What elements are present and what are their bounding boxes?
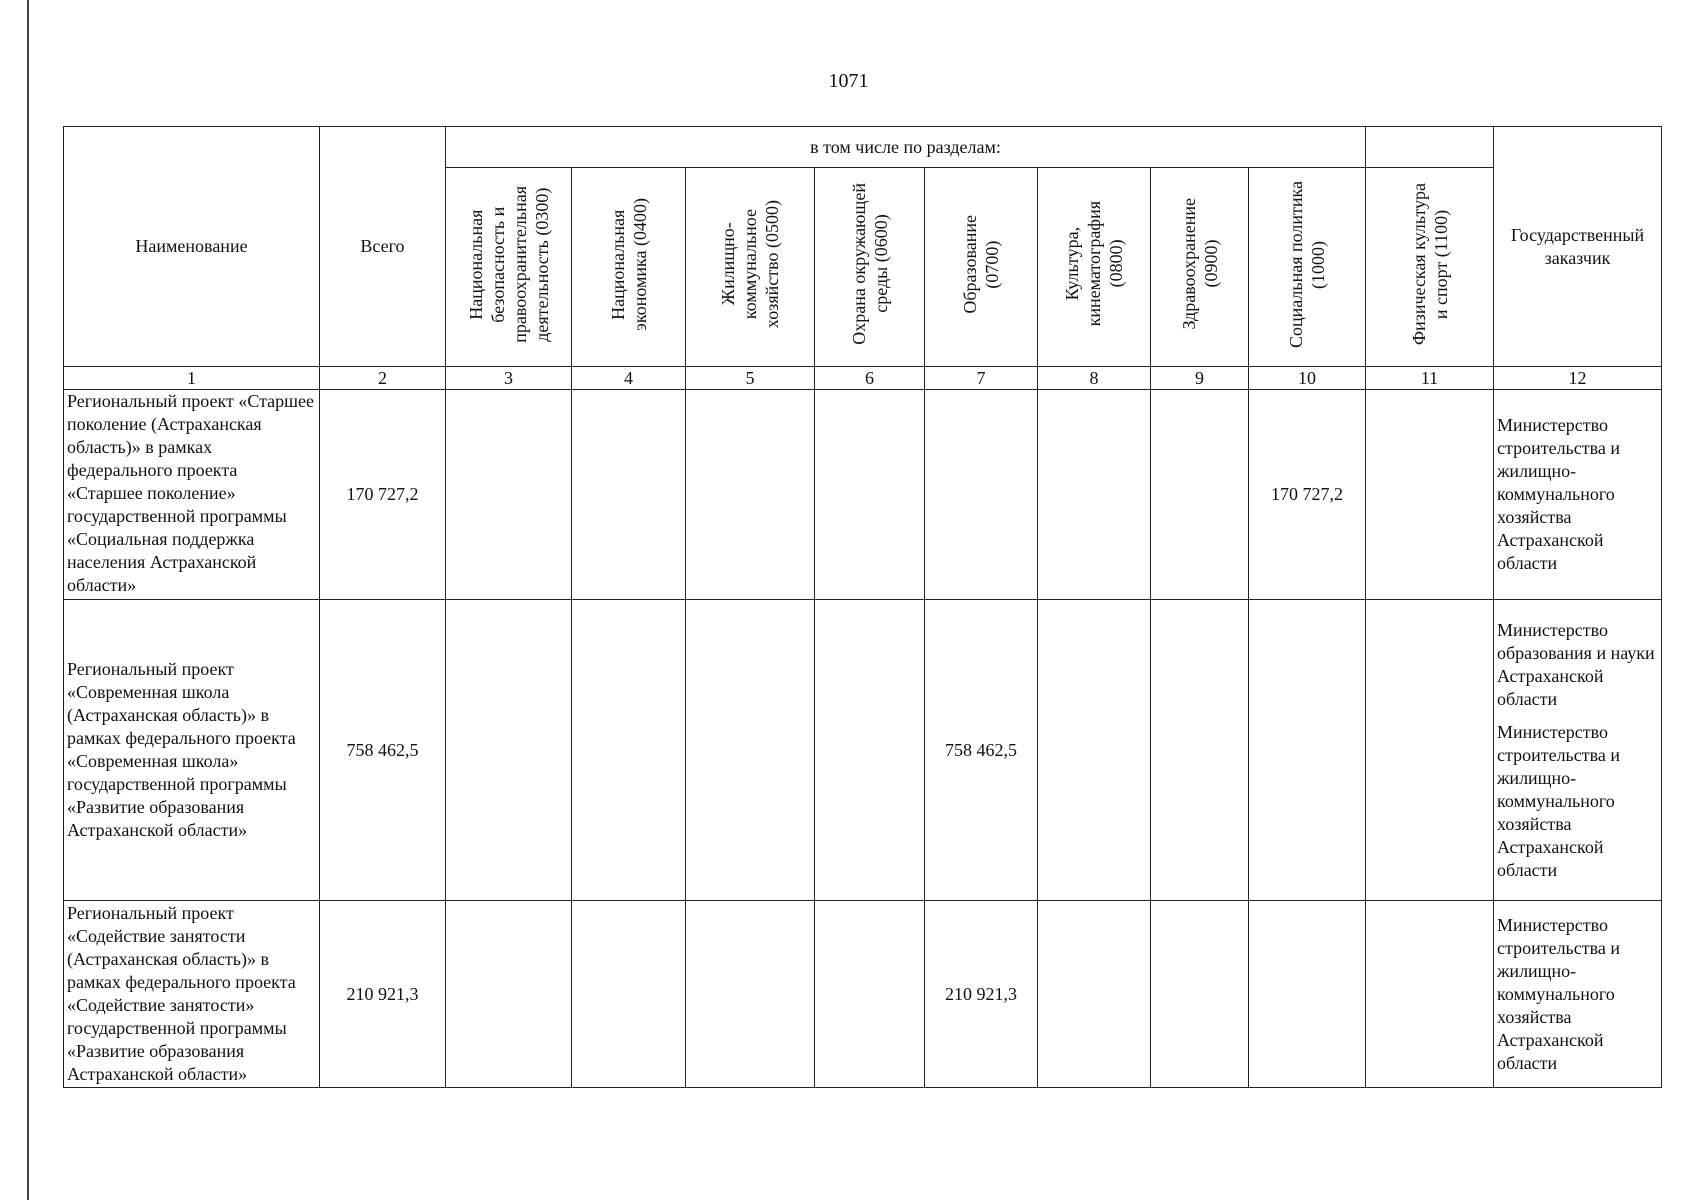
row-customer-text: Министерство строительства и жилищно-коммунального хозяйства Астраханской области <box>1497 415 1620 573</box>
row-customer-text: Министерство строительства и жилищно-коммунального хозяйства Астраханской области <box>1497 914 1620 1073</box>
row-cell-0300 <box>446 600 572 901</box>
margin-line <box>27 0 29 1200</box>
row-cell-1000: 170 727,2 <box>1249 390 1366 600</box>
header-section-0700-label: Образование (0700) <box>960 214 1002 314</box>
row-cell-0600 <box>815 390 925 600</box>
page-number: 1071 <box>828 70 869 92</box>
header-section-1100 <box>1366 168 1494 367</box>
row-cell-0800 <box>1038 600 1151 901</box>
column-number: 4 <box>572 367 686 390</box>
header-name: Наименование <box>64 127 320 367</box>
row-total: 210 921,3 <box>320 901 446 1088</box>
header-group-spacer <box>1366 127 1494 168</box>
row-cell-1100 <box>1366 901 1494 1088</box>
row-cell-0300 <box>446 901 572 1088</box>
column-number: 5 <box>686 367 815 390</box>
header-section-0300-label: Национальная безопасность и правоохранительная деятельность (0300) <box>465 185 552 343</box>
column-number-row <box>64 367 1662 390</box>
row-cell-1000 <box>1249 901 1366 1088</box>
row-cell-1100 <box>1366 390 1494 600</box>
header-section-0500-label: Жилищно- коммунальное хозяйство (0500) <box>718 199 782 329</box>
row-cell-0900 <box>1151 600 1249 901</box>
header-section-0700 <box>925 168 1038 367</box>
header-section-0600 <box>815 168 925 367</box>
header-section-0900 <box>1151 168 1249 367</box>
row-total: 170 727,2 <box>320 390 446 600</box>
column-number: 10 <box>1249 367 1366 390</box>
row-cell-0800 <box>1038 390 1151 600</box>
header-section-1100-label: Физическая культура и спорт (1100) <box>1408 182 1451 346</box>
header-section-0800 <box>1038 168 1151 367</box>
row-cell-0500 <box>686 600 815 901</box>
column-number: 9 <box>1151 367 1249 390</box>
header-section-0500 <box>686 168 815 367</box>
header-section-1000 <box>1249 168 1366 367</box>
row-customer-text: Министерство строительства и жилищно-коммунального хозяйства Астраханской области <box>1497 721 1620 880</box>
column-number: 8 <box>1038 367 1151 390</box>
row-cell-1000 <box>1249 600 1366 901</box>
header-row-group <box>64 127 1662 168</box>
header-section-0600-label: Охрана окружающей среды (0600) <box>848 183 891 345</box>
column-number: 1 <box>64 367 320 390</box>
column-number: 12 <box>1494 367 1662 390</box>
table-row <box>64 390 1662 600</box>
row-customer <box>1494 390 1662 600</box>
header-section-1000-label: Социальная политика (1000) <box>1286 180 1328 348</box>
row-cell-0700: 210 921,3 <box>925 901 1038 1088</box>
row-cell-0800 <box>1038 901 1151 1088</box>
column-number: 11 <box>1366 367 1494 390</box>
row-cell-0900 <box>1151 901 1249 1088</box>
row-total: 758 462,5 <box>320 600 446 901</box>
table-row <box>64 600 1662 901</box>
header-section-0900-label: Здравоохранение (0900) <box>1178 198 1221 330</box>
row-cell-0700 <box>925 390 1038 600</box>
row-cell-0500 <box>686 901 815 1088</box>
row-name: Региональный проект «Старшее поколение (Астраханская область)» в рамках федерального проекта «Старшее поколение» государственной программы «Социальная поддержка населения Астраханской области» <box>64 390 320 600</box>
row-cell-0900 <box>1151 390 1249 600</box>
column-number: 6 <box>815 367 925 390</box>
header-sections-group: в том числе по разделам: <box>446 127 1366 168</box>
row-customer <box>1494 600 1662 901</box>
table-row <box>64 901 1662 1088</box>
row-cell-0400 <box>572 600 686 901</box>
header-section-0300 <box>446 168 572 367</box>
row-cell-0400 <box>572 390 686 600</box>
row-name: Региональный проект «Содействие занятости (Астраханская область)» в рамках федерального проекта «Содействие занятости» государственной программы «Развитие образования Астраханской области» <box>64 901 320 1088</box>
header-customer: Государственный заказчик <box>1494 127 1662 367</box>
row-cell-0500 <box>686 390 815 600</box>
budget-table <box>63 126 1662 1088</box>
header-section-0400-label: Национальная экономика (0400) <box>607 197 650 331</box>
row-name: Региональный проект «Современная школа (Астраханская область)» в рамках федерального проекта «Современная школа» государственной программы «Развитие образования Астраханской области» <box>64 600 320 901</box>
row-cell-0300 <box>446 390 572 600</box>
header-total: Всего <box>320 127 446 367</box>
row-cell-0700: 758 462,5 <box>925 600 1038 901</box>
column-number: 7 <box>925 367 1038 390</box>
row-cell-0400 <box>572 901 686 1088</box>
column-number: 2 <box>320 367 446 390</box>
row-cell-1100 <box>1366 600 1494 901</box>
row-cell-0600 <box>815 901 925 1088</box>
row-customer <box>1494 901 1662 1088</box>
header-section-0400 <box>572 168 686 367</box>
row-customer-text: Министерство образования и науки Астраханской области <box>1497 619 1655 709</box>
row-cell-0600 <box>815 600 925 901</box>
header-section-0800-label: Культура, кинематография (0800) <box>1062 201 1126 327</box>
column-number: 3 <box>446 367 572 390</box>
